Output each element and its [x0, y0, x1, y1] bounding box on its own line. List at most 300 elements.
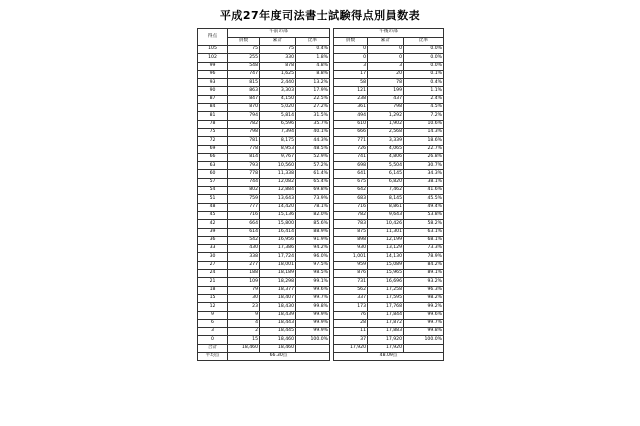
score-cell: 30 [198, 253, 228, 261]
score-cell: 75 [198, 128, 228, 136]
average-label: 平均点 [198, 352, 228, 360]
morning-count-header: 員数 [228, 37, 260, 46]
table-body [198, 46, 444, 345]
morning-ratio-cell: 0.4% [296, 46, 330, 54]
morning-ratio-cell: 35.7% [296, 120, 330, 128]
table-header [198, 29, 444, 46]
table-row [198, 278, 444, 286]
afternoon-count-cell: 494 [334, 112, 368, 120]
morning-count-cell: 802 [228, 187, 260, 195]
morning-cumulative-cell: 18,460 [260, 336, 296, 344]
afternoon-count-cell: 1,001 [334, 253, 368, 261]
afternoon-count-cell: 783 [334, 220, 368, 228]
score-cell: 84 [198, 104, 228, 112]
morning-ratio-cell: 96.0% [296, 253, 330, 261]
score-cell: 12 [198, 303, 228, 311]
score-cell: 81 [198, 112, 228, 120]
morning-ratio-cell: 73.9% [296, 195, 330, 203]
table-row [198, 153, 444, 161]
afternoon-ratio-cell: 99.7% [404, 319, 444, 327]
afternoon-ratio-cell: 99.2% [404, 303, 444, 311]
morning-cumulative-cell: 17,386 [260, 245, 296, 253]
afternoon-cumulative-cell: 78 [368, 79, 404, 87]
afternoon-cumulative-cell: 15,089 [368, 261, 404, 269]
table-row [198, 162, 444, 170]
morning-count-cell: 430 [228, 245, 260, 253]
afternoon-section-header: 午後の部 [334, 29, 444, 38]
afternoon-ratio-cell: 1.1% [404, 87, 444, 95]
table-row [198, 187, 444, 195]
morning-ratio-cell: 40.1% [296, 128, 330, 136]
afternoon-ratio-cell: 100.0% [404, 336, 444, 344]
morning-count-cell: 863 [228, 87, 260, 95]
afternoon-ratio-cell: 99.8% [404, 328, 444, 336]
table-row [198, 178, 444, 186]
morning-cumulative-cell: 5,020 [260, 104, 296, 112]
afternoon-ratio-cell: 41.6% [404, 187, 444, 195]
afternoon-count-cell: 666 [334, 128, 368, 136]
morning-count-cell: 781 [228, 137, 260, 145]
afternoon-ratio-cell: 63.1% [404, 228, 444, 236]
afternoon-ratio-cell: 0.0% [404, 62, 444, 70]
morning-count-cell: 778 [228, 170, 260, 178]
total-label: 合計 [198, 344, 228, 352]
afternoon-count-cell: 238 [334, 95, 368, 103]
morning-count-cell: 79 [228, 286, 260, 294]
afternoon-cumulative-cell: 12,199 [368, 236, 404, 244]
morning-cumulative-cell: 18,443 [260, 319, 296, 327]
total-afternoon-ratio [404, 344, 444, 352]
total-afternoon-cumulative: 17,920 [368, 344, 404, 352]
morning-ratio-cell: 44.3% [296, 137, 330, 145]
afternoon-cumulative-cell: 8,145 [368, 195, 404, 203]
afternoon-count-cell: 898 [334, 236, 368, 244]
morning-count-cell: 798 [228, 128, 260, 136]
morning-cumulative-cell: 330 [260, 54, 296, 62]
morning-ratio-cell: 57.2% [296, 162, 330, 170]
morning-ratio-cell: 8.8% [296, 70, 330, 78]
morning-ratio-cell: 52.9% [296, 153, 330, 161]
morning-count-cell: 614 [228, 228, 260, 236]
afternoon-count-cell: 959 [334, 261, 368, 269]
afternoon-count-cell: 17 [334, 70, 368, 78]
score-cell: 90 [198, 87, 228, 95]
score-cell: 60 [198, 170, 228, 178]
total-morning-count: 18,460 [228, 344, 260, 352]
table-row [198, 54, 444, 62]
afternoon-count-cell: 675 [334, 178, 368, 186]
afternoon-ratio-cell: 84.2% [404, 261, 444, 269]
morning-ratio-cell: 61.4% [296, 170, 330, 178]
average-morning: 66.30点 [228, 352, 330, 360]
afternoon-count-cell: 642 [334, 187, 368, 195]
score-cell: 69 [198, 145, 228, 153]
morning-count-cell: 778 [228, 145, 260, 153]
afternoon-cumulative-cell: 15,965 [368, 270, 404, 278]
morning-ratio-cell: 91.9% [296, 236, 330, 244]
morning-ratio-cell: 82.0% [296, 211, 330, 219]
table-row [198, 170, 444, 178]
table-row [198, 137, 444, 145]
score-cell: 24 [198, 270, 228, 278]
afternoon-cumulative-cell: 17,844 [368, 311, 404, 319]
morning-ratio-cell: 99.6% [296, 286, 330, 294]
morning-count-cell: 255 [228, 54, 260, 62]
table-row [198, 286, 444, 294]
afternoon-count-cell: 0 [334, 54, 368, 62]
table-row [198, 211, 444, 219]
table-row [198, 228, 444, 236]
morning-ratio-cell: 17.9% [296, 87, 330, 95]
morning-ratio-cell: 88.9% [296, 228, 330, 236]
afternoon-ratio-cell: 53.8% [404, 211, 444, 219]
morning-cumulative-cell: 18,377 [260, 286, 296, 294]
afternoon-ratio-cell: 7.2% [404, 112, 444, 120]
score-cell: 105 [198, 46, 228, 54]
morning-cumulative-cell: 8,175 [260, 137, 296, 145]
table-row [198, 294, 444, 302]
afternoon-cumulative-cell: 798 [368, 104, 404, 112]
afternoon-ratio-cell: 22.7% [404, 145, 444, 153]
afternoon-ratio-cell: 73.3% [404, 245, 444, 253]
score-cell: 102 [198, 54, 228, 62]
average-row [198, 352, 444, 360]
score-cell: 63 [198, 162, 228, 170]
afternoon-cumulative-cell: 17,258 [368, 286, 404, 294]
morning-ratio-cell: 69.8% [296, 187, 330, 195]
morning-count-cell: 782 [228, 120, 260, 128]
score-cell: 57 [198, 178, 228, 186]
morning-section-header: 午前の部 [228, 29, 330, 38]
morning-cumulative-cell: 1,625 [260, 70, 296, 78]
afternoon-cumulative-cell: 3,339 [368, 137, 404, 145]
morning-cumulative-cell: 3,303 [260, 87, 296, 95]
morning-count-cell: 777 [228, 203, 260, 211]
score-cell: 51 [198, 195, 228, 203]
afternoon-cumulative-cell: 6,820 [368, 178, 404, 186]
morning-count-cell: 548 [228, 62, 260, 70]
morning-cumulative-cell: 15,136 [260, 211, 296, 219]
average-afternoon: 48.09点 [334, 352, 444, 360]
table-row [198, 261, 444, 269]
morning-count-cell: 814 [228, 153, 260, 161]
afternoon-cumulative-cell: 9,643 [368, 211, 404, 219]
table-row [198, 270, 444, 278]
morning-ratio-cell: 65.4% [296, 178, 330, 186]
table-row [198, 253, 444, 261]
morning-ratio-cell: 99.1% [296, 278, 330, 286]
score-distribution-table [197, 28, 444, 361]
afternoon-cumulative-cell: 8,861 [368, 203, 404, 211]
morning-cumulative-cell: 75 [260, 46, 296, 54]
afternoon-count-cell: 930 [334, 245, 368, 253]
table-row [198, 62, 444, 70]
table-row [198, 336, 444, 344]
afternoon-count-cell: 875 [334, 228, 368, 236]
morning-ratio-cell: 1.8% [296, 54, 330, 62]
page-title: 平成27年度司法書士試験得点別員数表 [219, 9, 421, 22]
morning-cumulative-cell: 16,414 [260, 228, 296, 236]
afternoon-cumulative-cell: 11,301 [368, 228, 404, 236]
afternoon-count-cell: 76 [334, 311, 368, 319]
afternoon-count-cell: 3 [334, 62, 368, 70]
score-cell: 87 [198, 95, 228, 103]
table-row [198, 145, 444, 153]
morning-ratio-cell: 94.2% [296, 245, 330, 253]
total-morning-cumulative: 18,460 [260, 344, 296, 352]
afternoon-count-cell: 11 [334, 328, 368, 336]
score-cell: 9 [198, 311, 228, 319]
morning-ratio-cell: 48.5% [296, 145, 330, 153]
morning-count-cell: 759 [228, 195, 260, 203]
morning-ratio-cell: 99.7% [296, 294, 330, 302]
table-row [198, 245, 444, 253]
score-cell: 96 [198, 70, 228, 78]
afternoon-ratio-cell: 89.1% [404, 270, 444, 278]
table-row [198, 95, 444, 103]
morning-cumulative-cell: 6,596 [260, 120, 296, 128]
morning-cumulative-cell: 18,430 [260, 303, 296, 311]
afternoon-cumulative-cell: 16,696 [368, 278, 404, 286]
afternoon-cumulative-cell: 17,920 [368, 336, 404, 344]
table-row [198, 104, 444, 112]
afternoon-cumulative-cell: 0 [368, 46, 404, 54]
morning-ratio-cell: 78.1% [296, 203, 330, 211]
morning-ratio-header: 比率 [296, 37, 330, 46]
afternoon-count-cell: 361 [334, 104, 368, 112]
afternoon-ratio-cell: 2.4% [404, 95, 444, 103]
morning-cumulative-cell: 5,814 [260, 112, 296, 120]
score-cell: 78 [198, 120, 228, 128]
score-cell: 21 [198, 278, 228, 286]
morning-cumulative-cell: 8,953 [260, 145, 296, 153]
morning-cumulative-cell: 15,800 [260, 220, 296, 228]
morning-count-cell: 4 [228, 319, 260, 327]
afternoon-ratio-header: 比率 [404, 37, 444, 46]
morning-ratio-cell: 22.5% [296, 95, 330, 103]
morning-cumulative-cell: 878 [260, 62, 296, 70]
table-row [198, 112, 444, 120]
morning-ratio-cell: 99.9% [296, 319, 330, 327]
afternoon-cumulative-cell: 20 [368, 70, 404, 78]
morning-count-cell: 2 [228, 328, 260, 336]
table-footer [198, 344, 444, 361]
afternoon-ratio-cell: 49.4% [404, 203, 444, 211]
table-row [198, 128, 444, 136]
morning-ratio-cell: 98.5% [296, 270, 330, 278]
table-row [198, 79, 444, 87]
afternoon-count-cell: 173 [334, 303, 368, 311]
afternoon-ratio-cell: 0.1% [404, 70, 444, 78]
afternoon-cumulative-cell: 17,768 [368, 303, 404, 311]
morning-cumulative-header: 累計 [260, 37, 296, 46]
afternoon-count-cell: 683 [334, 195, 368, 203]
table-row [198, 303, 444, 311]
afternoon-ratio-cell: 18.6% [404, 137, 444, 145]
morning-count-cell: 744 [228, 178, 260, 186]
morning-ratio-cell: 97.5% [296, 261, 330, 269]
morning-ratio-cell: 4.8% [296, 62, 330, 70]
afternoon-ratio-cell: 10.6% [404, 120, 444, 128]
score-cell: 33 [198, 245, 228, 253]
afternoon-cumulative-cell: 2,568 [368, 128, 404, 136]
morning-count-cell: 30 [228, 294, 260, 302]
morning-cumulative-cell: 16,956 [260, 236, 296, 244]
score-cell: 45 [198, 211, 228, 219]
score-cell: 48 [198, 203, 228, 211]
table-row [198, 328, 444, 336]
score-cell: 3 [198, 328, 228, 336]
afternoon-ratio-cell: 26.8% [404, 153, 444, 161]
morning-count-cell: 188 [228, 270, 260, 278]
morning-count-cell: 23 [228, 303, 260, 311]
morning-cumulative-cell: 18,439 [260, 311, 296, 319]
afternoon-ratio-cell: 93.2% [404, 278, 444, 286]
afternoon-ratio-cell: 58.2% [404, 220, 444, 228]
morning-count-cell: 15 [228, 336, 260, 344]
morning-count-cell: 75 [228, 46, 260, 54]
afternoon-ratio-cell: 45.5% [404, 195, 444, 203]
morning-cumulative-cell: 17,724 [260, 253, 296, 261]
afternoon-ratio-cell: 98.2% [404, 294, 444, 302]
afternoon-count-cell: 731 [334, 278, 368, 286]
score-cell: 39 [198, 228, 228, 236]
score-column-header: 得点 [198, 29, 228, 46]
afternoon-count-cell: 876 [334, 270, 368, 278]
afternoon-ratio-cell: 0.0% [404, 54, 444, 62]
afternoon-cumulative-cell: 4,806 [368, 153, 404, 161]
afternoon-count-cell: 771 [334, 137, 368, 145]
morning-count-cell: 847 [228, 95, 260, 103]
afternoon-cumulative-cell: 17,883 [368, 328, 404, 336]
afternoon-count-cell: 610 [334, 120, 368, 128]
afternoon-cumulative-header: 累計 [368, 37, 404, 46]
afternoon-ratio-cell: 99.6% [404, 311, 444, 319]
morning-cumulative-cell: 4,150 [260, 95, 296, 103]
afternoon-count-cell: 741 [334, 153, 368, 161]
afternoon-cumulative-cell: 7,462 [368, 187, 404, 195]
afternoon-count-cell: 782 [334, 211, 368, 219]
afternoon-cumulative-cell: 437 [368, 95, 404, 103]
score-cell: 27 [198, 261, 228, 269]
afternoon-cumulative-cell: 1,902 [368, 120, 404, 128]
morning-cumulative-cell: 18,445 [260, 328, 296, 336]
afternoon-ratio-cell: 38.1% [404, 178, 444, 186]
morning-count-cell: 794 [228, 112, 260, 120]
total-morning-ratio [296, 344, 330, 352]
afternoon-ratio-cell: 68.1% [404, 236, 444, 244]
afternoon-cumulative-cell: 0 [368, 54, 404, 62]
morning-cumulative-cell: 2,440 [260, 79, 296, 87]
afternoon-count-cell: 641 [334, 170, 368, 178]
afternoon-cumulative-cell: 3 [368, 62, 404, 70]
morning-cumulative-cell: 18,189 [260, 270, 296, 278]
score-cell: 66 [198, 153, 228, 161]
morning-cumulative-cell: 14,420 [260, 203, 296, 211]
table-row [198, 203, 444, 211]
afternoon-ratio-cell: 0.0% [404, 46, 444, 54]
afternoon-ratio-cell: 30.7% [404, 162, 444, 170]
table-row [198, 220, 444, 228]
morning-count-cell: 793 [228, 162, 260, 170]
morning-count-cell: 664 [228, 220, 260, 228]
table-row [198, 46, 444, 54]
morning-cumulative-cell: 11,338 [260, 170, 296, 178]
morning-count-cell: 870 [228, 104, 260, 112]
score-cell: 93 [198, 79, 228, 87]
morning-ratio-cell: 99.9% [296, 311, 330, 319]
morning-cumulative-cell: 18,298 [260, 278, 296, 286]
afternoon-ratio-cell: 4.5% [404, 104, 444, 112]
morning-count-cell: 277 [228, 261, 260, 269]
afternoon-count-cell: 0 [334, 46, 368, 54]
morning-count-cell: 815 [228, 79, 260, 87]
afternoon-count-cell: 121 [334, 87, 368, 95]
afternoon-cumulative-cell: 4,065 [368, 145, 404, 153]
score-cell: 0 [198, 336, 228, 344]
afternoon-cumulative-cell: 14,130 [368, 253, 404, 261]
morning-ratio-cell: 13.2% [296, 79, 330, 87]
afternoon-cumulative-cell: 6,145 [368, 170, 404, 178]
afternoon-ratio-cell: 96.3% [404, 286, 444, 294]
total-row [198, 344, 444, 352]
afternoon-count-cell: 726 [334, 145, 368, 153]
score-cell: 99 [198, 62, 228, 70]
afternoon-count-cell: 562 [334, 286, 368, 294]
morning-ratio-cell: 99.9% [296, 328, 330, 336]
afternoon-cumulative-cell: 17,595 [368, 294, 404, 302]
afternoon-count-header: 員数 [334, 37, 368, 46]
morning-ratio-cell: 31.5% [296, 112, 330, 120]
morning-ratio-cell: 85.6% [296, 220, 330, 228]
afternoon-ratio-cell: 0.4% [404, 79, 444, 87]
morning-cumulative-cell: 9,767 [260, 153, 296, 161]
afternoon-ratio-cell: 34.3% [404, 170, 444, 178]
morning-count-cell: 9 [228, 311, 260, 319]
score-cell: 42 [198, 220, 228, 228]
morning-cumulative-cell: 7,394 [260, 128, 296, 136]
morning-count-cell: 747 [228, 70, 260, 78]
table-row [198, 87, 444, 95]
morning-count-cell: 338 [228, 253, 260, 261]
afternoon-count-cell: 716 [334, 203, 368, 211]
afternoon-count-cell: 698 [334, 162, 368, 170]
afternoon-cumulative-cell: 5,504 [368, 162, 404, 170]
morning-cumulative-cell: 13,643 [260, 195, 296, 203]
morning-count-cell: 716 [228, 211, 260, 219]
morning-ratio-cell: 99.8% [296, 303, 330, 311]
morning-ratio-cell: 27.2% [296, 104, 330, 112]
table-row [198, 195, 444, 203]
morning-cumulative-cell: 12,884 [260, 187, 296, 195]
table-row [198, 70, 444, 78]
afternoon-ratio-cell: 78.9% [404, 253, 444, 261]
afternoon-count-cell: 337 [334, 294, 368, 302]
morning-count-cell: 109 [228, 278, 260, 286]
score-cell: 6 [198, 319, 228, 327]
score-cell: 15 [198, 294, 228, 302]
table-row [198, 120, 444, 128]
table-row [198, 236, 444, 244]
score-cell: 72 [198, 137, 228, 145]
morning-cumulative-cell: 18,407 [260, 294, 296, 302]
table-row [198, 319, 444, 327]
afternoon-cumulative-cell: 1,292 [368, 112, 404, 120]
morning-cumulative-cell: 12,082 [260, 178, 296, 186]
total-afternoon-count: 17,920 [334, 344, 368, 352]
morning-cumulative-cell: 10,560 [260, 162, 296, 170]
score-cell: 36 [198, 236, 228, 244]
